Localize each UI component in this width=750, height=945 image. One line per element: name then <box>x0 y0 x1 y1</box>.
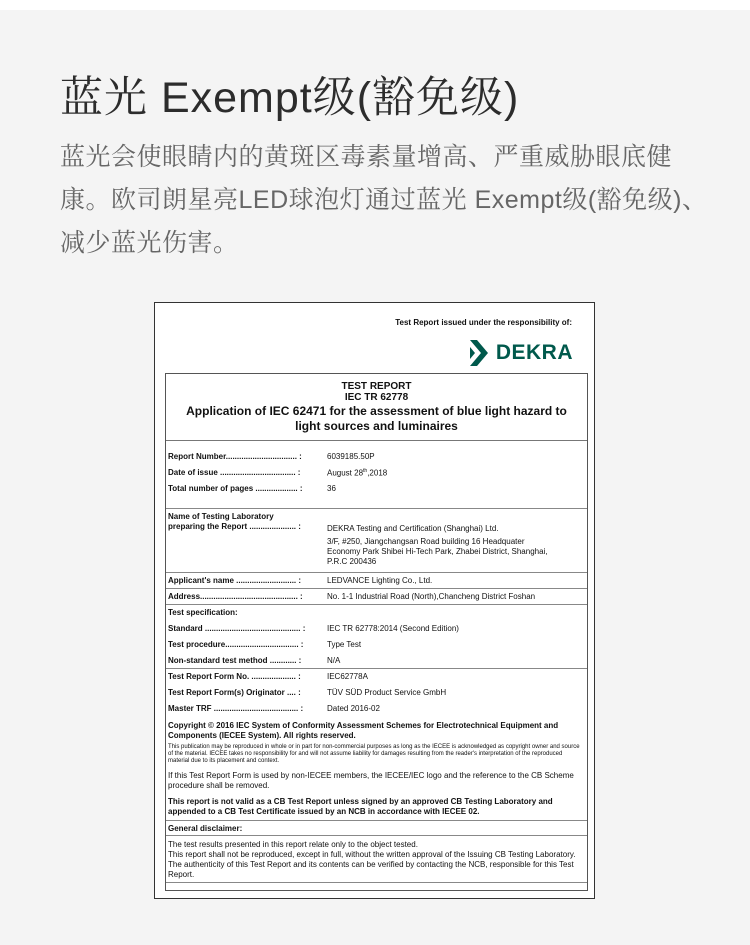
field-label: Master TRF ...................................... : <box>168 704 304 713</box>
field-value: N/A <box>327 656 341 665</box>
report-header <box>166 374 587 441</box>
report-header-line3: Application of IEC 62471 for the assessment of blue light hazard to light sources and luminaires <box>186 404 567 433</box>
field-label: Address............................................ : <box>168 592 303 601</box>
page-description: 蓝光会使眼睛内的黄斑区毒素量增高、严重威胁眼底健康。欧司朗星亮LED球泡灯通过蓝光 Exempt级(豁免级)、减少蓝光伤害。 <box>60 143 708 257</box>
disclaimer-title: General disclaimer: <box>168 824 243 833</box>
divider <box>166 882 587 883</box>
field-label: Standard ........................................... : <box>168 624 306 633</box>
divider <box>166 820 587 821</box>
field-label: Total number of pages ................... : <box>168 484 303 493</box>
copyright-text: Copyright © 2016 IEC System of Conformity Assessment Schemes for Electrotechnical Equipment and Components (IECEE System). All rights reserved. <box>168 721 559 740</box>
field-value: IEC62778A <box>327 672 368 681</box>
field-label: Non-standard test method ............ : <box>168 656 302 665</box>
page-title: 蓝光 Exempt级(豁免级) <box>60 74 520 122</box>
field-label: Test Report Form(s) Originator .... : <box>168 688 301 697</box>
field-value: DEKRA Testing and Certification (Shanghai) Ltd. <box>327 524 499 533</box>
divider <box>166 572 587 573</box>
field-value: August 28th,2018 <box>327 468 388 478</box>
field-value: 3/F, #250, Jiangchangsan Road building 16 Headquater <box>327 537 525 546</box>
disclaimer-line2: This report shall not be reproduced, except in full, without the written approval of the Issuing CB Testing Laboratory. The authenticity of this Test Report and its contents can be verified by contacting the NCB, responsible for this Test Report. <box>168 850 576 879</box>
iecee-note: If this Test Report Form is used by non-IECEE members, the IECEE/IEC logo and the reference to the CB Scheme procedure shall be removed. <box>168 771 574 790</box>
report-frame <box>165 373 588 891</box>
report-header-line1: TEST REPORT <box>341 381 412 392</box>
field-label: Test procedure................................. : <box>168 640 304 649</box>
divider <box>166 508 587 509</box>
field-value: Dated 2016-02 <box>327 704 380 713</box>
disclaimer-line1: The test results presented in this report relate only to the object tested. <box>168 840 418 849</box>
field-value: IEC TR 62778:2014 (Second Edition) <box>327 624 459 633</box>
field-value: 6039185.50P <box>327 452 375 461</box>
field-value: TÜV SÜD Product Service GmbH <box>327 688 447 697</box>
field-value: LEDVANCE Lighting Co., Ltd. <box>327 576 433 585</box>
field-value: Type Test <box>327 640 362 649</box>
test-report-document <box>154 302 595 899</box>
divider <box>166 588 587 589</box>
field-label: Test Report Form No. .................... : <box>168 672 301 681</box>
field-value: P.R.C 200436 <box>327 557 377 566</box>
report-header-line2: IEC TR 62778 <box>344 392 409 403</box>
dekra-logo <box>468 337 573 369</box>
field-value: Economy Park Shibei Hi-Tech Park, Zhabei District, Shanghai, <box>327 547 548 556</box>
cb-validity-warning: This report is not valid as a CB Test Report unless signed by an approved CB Testing Laboratory and appended to a CB Test Certificate issued by an NCB in accordance with IECEE 02. <box>168 797 553 816</box>
field-label: Name of Testing Laboratory <box>168 512 274 521</box>
dekra-logo-icon <box>468 338 490 368</box>
field-label: Test specification: <box>168 608 238 617</box>
field-label: Applicant's name ........................... : <box>168 576 302 585</box>
field-label: Report Number................................ : <box>168 452 302 461</box>
divider <box>166 835 587 836</box>
field-label: preparing the Report ..................... : <box>168 522 301 531</box>
copyright-small-text: This publication may be reproduced in whole or in part for non-commercial purposes as long as the IECEE is acknowledged as copyright owner and source of the material. IECEE takes no responsibility for and will not assume liability for damages resulting from the reader's interpretation of the reproduced material due to its placement and context. <box>168 744 580 764</box>
divider <box>166 668 587 669</box>
issued-under-text: Test Report issued under the responsibility of: <box>395 318 572 327</box>
dekra-logo-text: DEKRA <box>495 341 573 364</box>
field-value: 36 <box>327 484 336 493</box>
divider <box>166 604 587 605</box>
field-value: No. 1-1 Industrial Road (North),Chancheng District Foshan <box>327 592 536 601</box>
field-label: Date of issue .................................. : <box>168 468 301 477</box>
